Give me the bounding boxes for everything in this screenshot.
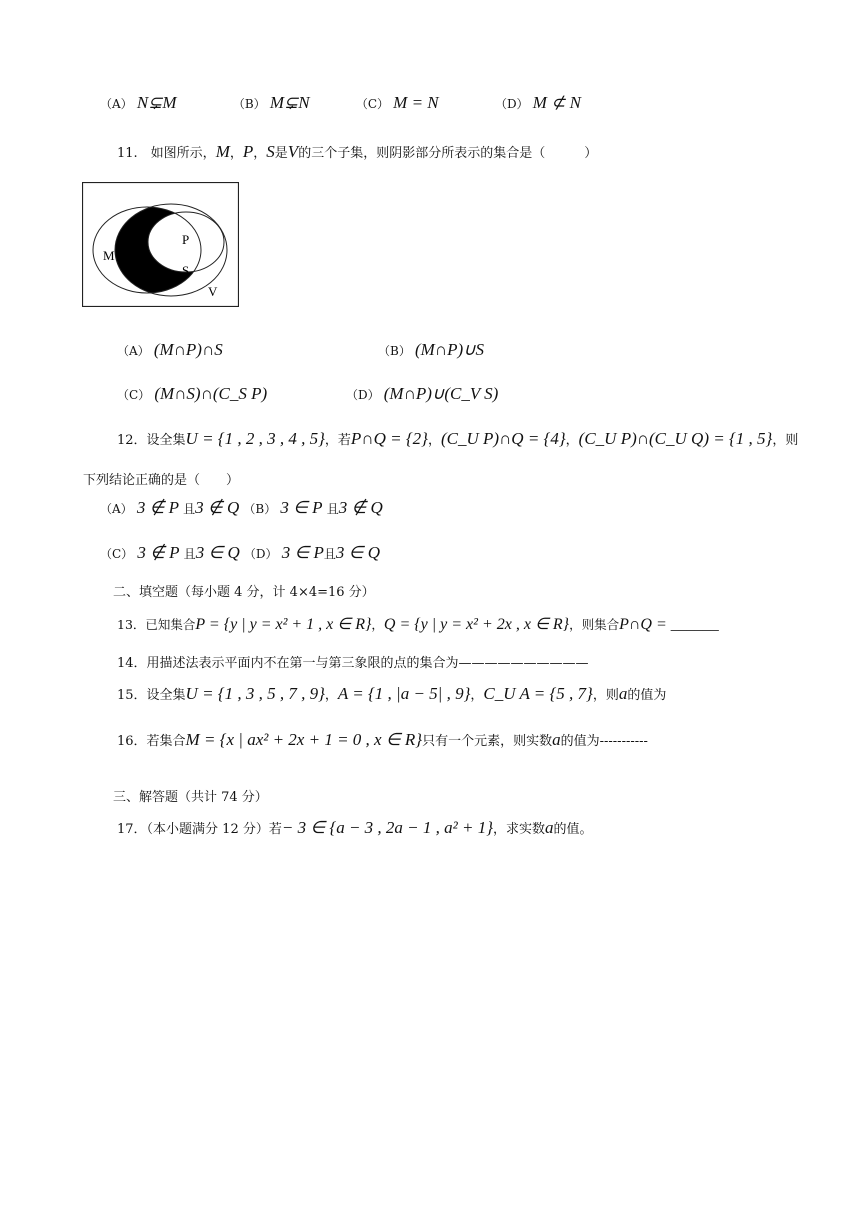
q10-b-math: M⊊N [269,93,310,112]
q12-math-cup: (C_U P)∩Q = {4} [440,429,566,448]
q17-var-a: a [545,818,554,837]
q12-c-m2: 3 ∈ Q [195,543,240,562]
q12-math-pq: P∩Q = {2} [350,429,428,448]
q11-b-math: (M∩P)∪S [414,340,485,359]
q12-c-label: （C） [100,547,134,561]
q12-a-and: 且 [183,502,196,516]
q11-b-label: （B） [378,344,411,358]
q11-d-math: (M∩P)∪(C_V S) [383,384,499,403]
q15-math-a: A = {1 , |a − 5| , 9} [337,684,471,703]
q10-b-label: （B） [232,97,266,111]
q12-stem-line2: 下列结论正确的是（ ） [83,473,240,488]
q11-stem [117,142,597,162]
q12-b-and: 且 [326,502,339,516]
venn-label-p: P [182,232,190,247]
q13-math-p: P = {y | y = x² + 1 , x ∈ R} [195,616,372,633]
q11-set-s: S [266,142,275,161]
q14-stem: 14．用描述法表示平面内不在第一与第三象限的点的集合为—————————— [117,656,589,671]
q11-c-label: （C） [117,388,151,402]
q11-sep2: ， [253,146,267,161]
q13-t1: ， [371,617,384,632]
q12-options-ab [100,498,383,518]
q13-text-pre: 13．已知集合 [117,617,196,632]
q12-a-m2: 3 ∉ Q [195,498,240,517]
q16-t1: 只有一个元素，则实数 [422,734,553,749]
section-fill-in: 二、填空题（每小题 4 分，计 4×4=16 分） [113,585,375,600]
q13-math-q: Q = {y | y = x² + 2x , x ∈ R} [383,616,570,633]
q11-mid: 是 [274,146,288,161]
q15-t4: 的值为 [627,688,667,703]
q11-sep1: ， [229,146,243,161]
q12-t4: ，则 [772,433,799,448]
q11-d-label: （D） [346,388,380,402]
q12-b-m2: 3 ∉ Q [338,498,383,517]
q10-c-label: （C） [355,97,390,111]
q12-t2: ， [427,433,441,448]
q17-text-pre: 17．（本小题满分 12 分）若 [117,822,282,837]
q12-b-m1: 3 ∈ P [280,498,323,517]
q15-text-pre: 15．设全集 [117,688,186,703]
q11-c-math: (M∩S)∩(C_S P) [154,384,268,403]
q11-option-b [378,340,484,360]
q11-a-label: （A） [117,344,150,358]
q15-stem [117,684,666,704]
q17-t1: ，求实数 [493,822,546,837]
q11-option-a [117,340,223,360]
q12-d-label: （D） [243,547,278,561]
q12-b-label: （B） [243,502,277,516]
q16-stem [117,730,648,750]
q12-c-and: 且 [183,547,196,561]
q10-d-math: M ⊄ N [532,93,581,112]
q11-set-m: M [215,142,230,161]
q12-text-pre: 12．设全集 [117,433,186,448]
q10-a-math: N⊊M [136,93,177,112]
q15-math-cua: C_U A = {5 , 7} [483,684,593,703]
q12-c-m1: 3 ∉ P [137,543,180,562]
q12-a-label: （A） [100,502,133,516]
q12-stem [117,429,798,449]
q11-text-pre: 11. 如图所示， [117,146,216,161]
q17-stem [117,818,593,838]
q15-math-u: U = {1 , 3 , 5 , 7 , 9} [185,684,325,703]
q10-d-label: （D） [494,97,529,111]
q12-d-m1: 3 ∈ P [281,543,324,562]
q13-stem [117,614,719,634]
q16-var-a: a [552,730,561,749]
q15-t3: ，则 [592,688,619,703]
q10-a-label: （A） [100,97,133,111]
q12-math-cupcuq: (C_U P)∩(C_U Q) = {1 , 5} [578,429,773,448]
q15-t2: ， [470,688,484,703]
q13-t2: ，则集合 [569,617,620,632]
q11-text-post: 的三个子集，则阴影部分所表示的集合是（ ） [298,146,598,161]
q12-options-cd [100,543,380,563]
q17-math: − 3 ∈ {a − 3 , 2a − 1 , a² + 1} [281,818,493,837]
venn-label-v: V [208,284,218,299]
q12-t1: ，若 [324,433,351,448]
q10-options [100,93,581,113]
q11-set-p: P [242,142,254,161]
q16-math-m: M = {x | ax² + 2x + 1 = 0 , x ∈ R} [185,730,423,749]
q15-t1: ， [324,688,338,703]
q17-t2: 的值。 [553,822,593,837]
q11-a-math: (M∩P)∩S [153,340,223,359]
q15-var-a: a [618,684,628,703]
q13-math-pq: P∩Q = ______ [619,616,719,633]
venn-label-s: S [182,263,190,278]
q12-a-m1: 3 ∉ P [136,498,180,517]
q16-text-pre: 16．若集合 [117,734,186,749]
q12-d-and: 且 [323,547,336,561]
q11-set-v: V [287,142,299,161]
q12-math-u: U = {1 , 2 , 3 , 4 , 5} [185,429,325,448]
venn-diagram [82,182,239,307]
q12-d-m2: 3 ∈ Q [335,543,380,562]
q12-t3: ， [565,433,579,448]
venn-label-m: M [103,248,115,263]
section-solve: 三、解答题（共计 74 分） [113,790,268,805]
q16-t2: 的值为----------- [560,734,648,749]
q11-option-d [346,384,498,404]
q11-option-c [117,384,267,404]
q10-c-math: M = N [393,93,439,112]
